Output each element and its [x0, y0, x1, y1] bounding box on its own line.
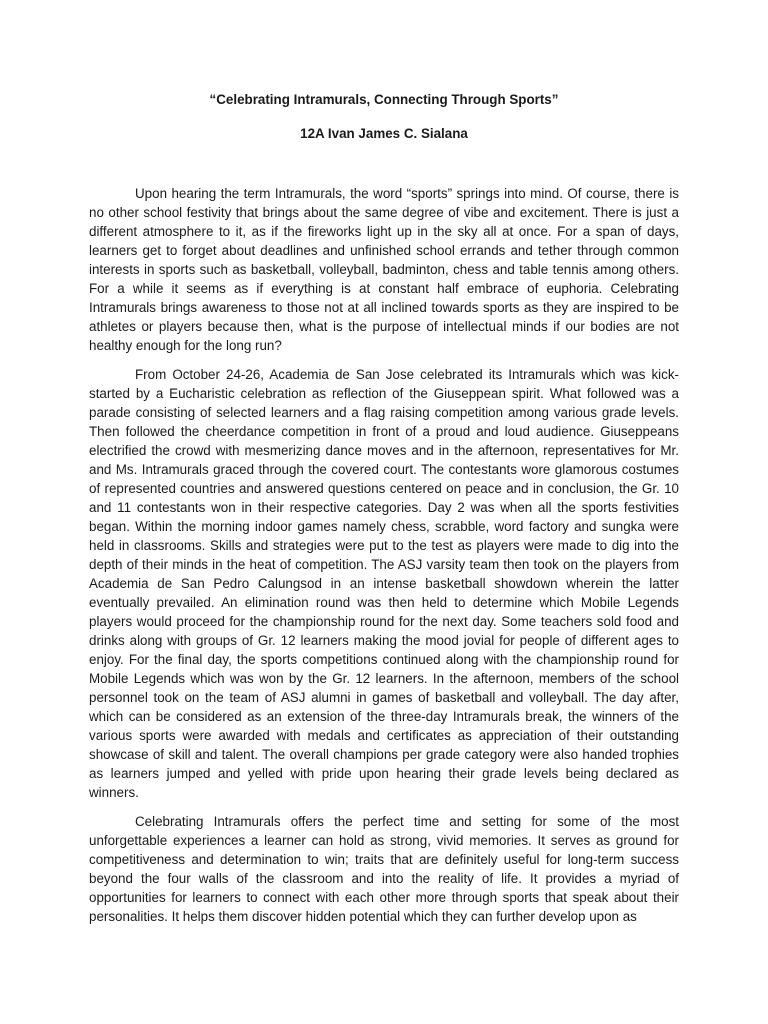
- author-line: 12A Ivan James C. Sialana: [300, 126, 468, 141]
- document-title: “Celebrating Intramurals, Connecting Through Sports”: [209, 92, 559, 107]
- paragraph-3: Celebrating Intramurals offers the perfect time and setting for some of the most unforgettable experiences a learner can hold as strong, vivid memories. It serves as ground for competitiveness and determination to win; traits that are definitely useful for long-term success beyond the four walls of the classroom and into the reality of life. It provides a myriad of opportunities for learners to connect with each other more through sports that speak about their personalities. It helps them discover hidden potential which they can further develop upon as: [89, 814, 679, 924]
- document-page: [89, 90, 679, 936]
- paragraph-2: From October 24-26, Academia de San Jose celebrated its Intramurals which was kick-started by a Eucharistic celebration as reflection of the Giuseppean spirit. What followed was a parade consisting of selected learners and a flag raising competition among various grade levels. Then followed the cheerdance competition in front of a proud and loud audience. Giuseppeans electrified the crowd with mesmerizing dance moves and in the afternoon, representatives for Mr. and Ms. Intramurals graced through the covered court. The contestants wore glamorous costumes of represented countries and answered questions centered on peace and in conclusion, the Gr. 10 and 11 contestants won in their respective categories. Day 2 was when all the sports festivities began. Within the morning indoor games namely chess, scrabble, word factory and sungka were held in classrooms. Skills and strategies were put to the test as players were made to dig into the depth of their minds in the heat of competition. The ASJ varsity team then took on the players from Academia de San Pedro Calungsod in an intense basketball showdown wherein the latter eventually prevailed. An elimination round was then held to determine which Mobile Legends players would proceed for the championship round for the next day. Some teachers sold food and drinks along with groups of Gr. 12 learners making the mood jovial for people of different ages to enjoy. For the final day, the sports competitions continued along with the championship round for Mobile Legends which was won by the Gr. 12 learners. In the afternoon, members of the school personnel took on the team of ASJ alumni in games of basketball and volleyball. The day after, which can be considered as an extension of the three-day Intramurals break, the winners of the various sports were awarded with medals and certificates as appreciation of their outstanding showcase of skill and talent. The overall champions per grade category were also handed trophies as learners jumped and yelled with pride upon hearing their grade levels being declared as winners.: [89, 367, 679, 800]
- paragraph-1: Upon hearing the term Intramurals, the word “sports” springs into mind. Of course, there is no other school festivity that brings about the same degree of vibe and excitement. There is just a different atmosphere to it, as if the fireworks light up in the sky all at once. For a span of days, learners get to forget about deadlines and unfinished school errands and tether through common interests in sports such as basketball, volleyball, badminton, chess and table tennis among others. For a while it seems as if everything is at constant half embrace of euphoria. Celebrating Intramurals brings awareness to those not at all inclined towards sports as they are inspired to be athletes or players because then, what is the purpose of intellectual minds if our bodies are not healthy enough for the long run?: [89, 186, 679, 353]
- document-body: [89, 184, 679, 926]
